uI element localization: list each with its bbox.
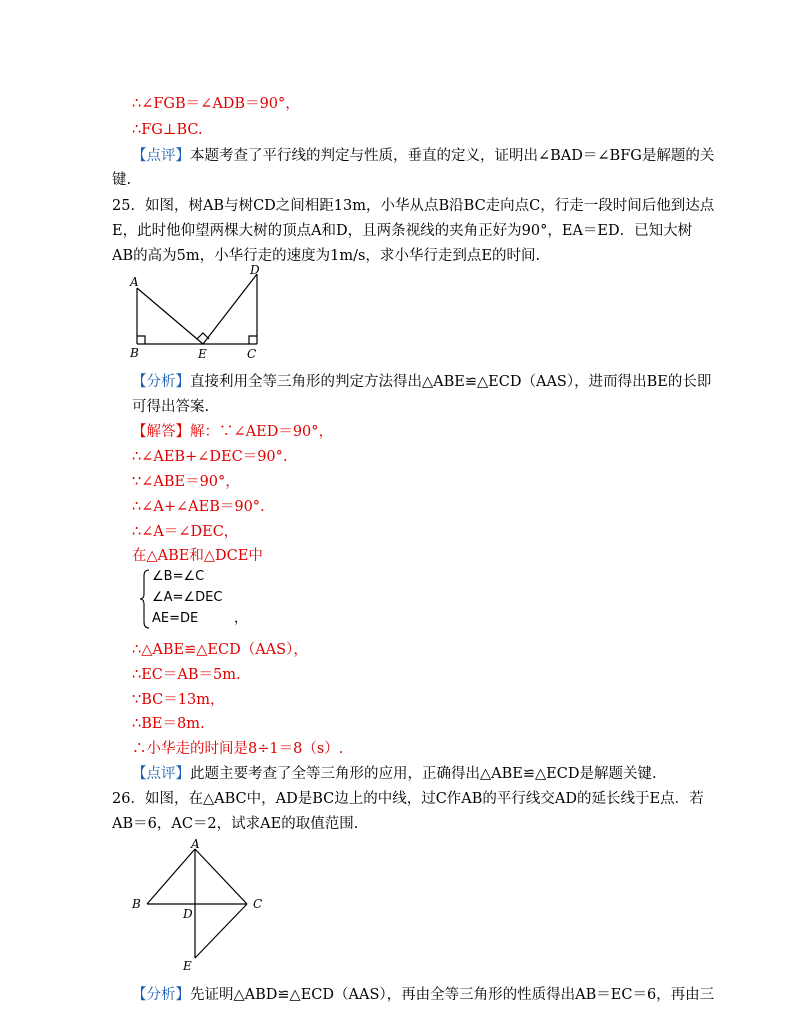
- label-d: D: [183, 907, 193, 921]
- solution-step: ∴∠AEB+∠DEC＝90°.: [132, 449, 288, 465]
- label-c: C: [253, 897, 263, 911]
- right-angle-b: [137, 336, 145, 344]
- label-e: E: [183, 959, 192, 973]
- analysis-text: 先证明△ABD≌△ECD（AAS），再由全等三角形的性质得出AB＝EC＝6，再由三: [190, 987, 715, 1003]
- side-ac: [195, 849, 247, 904]
- right-angle-c: [249, 336, 257, 344]
- condition-comma: ，: [234, 611, 248, 626]
- label-b: B: [130, 346, 139, 360]
- condition-2: ∠A=∠DEC: [152, 590, 223, 605]
- analysis-tag: 【分析】: [132, 374, 190, 390]
- analysis-line: 可得出答案.: [132, 399, 210, 415]
- answer-tag: 【解答】: [132, 424, 190, 440]
- label-d: D: [250, 263, 260, 277]
- condition-3: AE=DE: [152, 611, 199, 626]
- analysis-tag: 【分析】: [132, 987, 190, 1003]
- solution-step: ∵BC＝13m，: [132, 692, 225, 708]
- question-26-line: AB＝6，AC＝2，试求AE的取值范围.: [112, 816, 359, 832]
- question-25-line: AB的高为5m，小华行走的速度为1m/s，求小华行走到点E的时间.: [112, 248, 541, 264]
- equation-system: [138, 568, 258, 630]
- solution-step: ∴△ABE≌△ECD（AAS），: [132, 642, 308, 658]
- analysis-line: [132, 372, 711, 392]
- review-tag: 【点评】: [132, 148, 190, 164]
- label-a: A: [130, 275, 139, 289]
- text-line: 键.: [112, 172, 132, 188]
- side-ab: [147, 849, 195, 904]
- solution-step: ∴小华走的时间是8÷1＝8（s）.: [132, 741, 344, 757]
- text-line: ∴∠FGB＝∠ADB＝90°，: [132, 96, 300, 112]
- question-26-line: 26．如图，在△ABC中，AD是BC边上的中线，过C作AB的平行线交AD的延长线于E点．若: [112, 791, 704, 807]
- text-line: ∴FG⊥BC.: [132, 122, 203, 138]
- solution-step: ∴∠A＝∠DEC，: [132, 524, 239, 540]
- label-b: B: [132, 897, 141, 911]
- review-text: 本题考查了平行线的判定与性质，垂直的定义，证明出∠BAD＝∠BFG是解题的关: [190, 148, 715, 164]
- review-line: [132, 146, 714, 166]
- figure-trees: [125, 262, 275, 364]
- line-ae: [137, 288, 203, 344]
- review-tag: 【点评】: [132, 766, 190, 782]
- brace-icon: [138, 568, 152, 630]
- line-ce: [195, 904, 247, 958]
- review-line: [132, 764, 657, 784]
- label-a: A: [191, 837, 200, 851]
- answer-line: [132, 422, 333, 442]
- analysis-text: 直接利用全等三角形的判定方法得出△ABE≌△ECD（AAS），进而得出BE的长即: [190, 374, 712, 390]
- solution-step: ∴∠A+∠AEB＝90°.: [132, 499, 265, 515]
- figure-triangle: [125, 836, 275, 974]
- question-25-line: E，此时他仰望两棵大树的顶点A和D，且两条视线的夹角正好为90°，EA＝ED．已知大树: [112, 223, 693, 239]
- condition-1: ∠B=∠C: [152, 569, 205, 584]
- question-25-line: 25．如图，树AB与树CD之间相距13m，小华从点B沿BC走向点C，行走一段时间后他到达点: [112, 198, 715, 214]
- answer-text: 解：∵∠AED＝90°，: [190, 424, 334, 440]
- solution-step: ∴EC＝AB＝5m.: [132, 667, 241, 683]
- analysis-line: [132, 985, 714, 1005]
- solution-step: ∴BE＝8m.: [132, 716, 205, 732]
- solution-step: 在△ABE和△DCE中: [132, 548, 263, 564]
- label-e: E: [198, 347, 207, 361]
- line-de: [203, 274, 257, 344]
- label-c: C: [247, 347, 257, 361]
- review-text: 此题主要考查了全等三角形的应用，正确得出△ABE≌△ECD是解题关键.: [190, 766, 657, 782]
- solution-step: ∵∠ABE＝90°，: [132, 474, 240, 490]
